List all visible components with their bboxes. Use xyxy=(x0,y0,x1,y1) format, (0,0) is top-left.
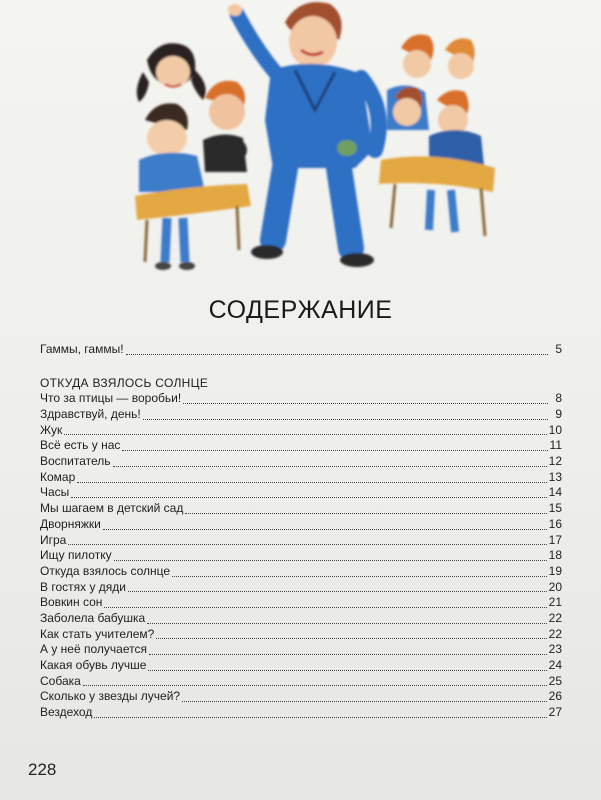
toc-entry[interactable] xyxy=(40,517,562,533)
toc-entry-title: Дворняжки xyxy=(40,516,101,531)
toc-entry-page: 25 xyxy=(548,673,562,688)
toc-entry-title: Собака xyxy=(40,673,81,688)
toc-entry-page: 5 xyxy=(555,341,562,356)
toc-entry-title: Часы xyxy=(40,485,70,500)
toc-entry[interactable] xyxy=(40,580,562,596)
dot-leader xyxy=(103,528,547,530)
toc-entry[interactable] xyxy=(40,438,562,454)
toc-entry[interactable] xyxy=(40,391,562,407)
dot-leader xyxy=(149,653,547,655)
toc-entry[interactable] xyxy=(40,548,562,564)
dot-leader xyxy=(148,669,546,671)
page-number: 228 xyxy=(28,760,57,779)
toc-entry-title: Всё есть у нас xyxy=(40,438,121,453)
toc-entry[interactable] xyxy=(40,423,562,439)
toc-entry-page: 10 xyxy=(548,422,562,437)
toc-entry-title: Жук xyxy=(40,422,63,437)
toc-entry-page: 20 xyxy=(548,579,562,594)
toc-entry-page: 8 xyxy=(555,391,562,406)
toc-entry[interactable] xyxy=(40,705,562,721)
dot-leader xyxy=(113,465,547,467)
dot-leader xyxy=(83,684,547,686)
dot-leader xyxy=(126,353,548,355)
toc-entry-page: 12 xyxy=(548,454,562,469)
dot-leader xyxy=(71,496,546,498)
toc-entry-page: 23 xyxy=(548,642,562,657)
toc-entry-list xyxy=(40,391,562,720)
classroom-illustration xyxy=(125,0,505,285)
toc-entry[interactable] xyxy=(40,689,562,705)
toc-entry-page: 26 xyxy=(548,689,562,704)
dot-leader xyxy=(122,449,547,451)
section-title: ОТКУДА ВЗЯЛОСЬ СОЛНЦЕ xyxy=(40,375,209,390)
toc-entry[interactable] xyxy=(40,342,562,358)
toc-entry[interactable] xyxy=(40,658,562,674)
dot-leader xyxy=(147,622,546,624)
toc-entry-title: Заболела бабушка xyxy=(40,610,146,625)
toc-entry[interactable] xyxy=(40,533,562,549)
toc-entry-page: 18 xyxy=(548,548,562,563)
toc-entry[interactable] xyxy=(40,642,562,658)
left-children-group xyxy=(135,43,251,270)
toc-entry[interactable] xyxy=(40,486,562,502)
contents-heading: СОДЕРЖАНИЕ xyxy=(208,296,393,324)
dot-leader xyxy=(68,543,546,545)
toc-entry-page: 9 xyxy=(555,407,562,422)
section-gap xyxy=(40,358,562,376)
toc-entry-title: Вездеход xyxy=(40,705,93,720)
toc-entry-title: Здравствуй, день! xyxy=(40,407,141,422)
dot-leader xyxy=(77,481,546,483)
dot-leader xyxy=(156,637,546,639)
toc-entry[interactable] xyxy=(40,564,562,580)
toc-entry-page: 19 xyxy=(548,563,562,578)
toc-entry[interactable] xyxy=(40,611,562,627)
dot-leader xyxy=(128,590,547,592)
toc-entry-title: Комар xyxy=(40,469,76,484)
dot-leader xyxy=(172,575,547,577)
toc-entry-page: 22 xyxy=(548,626,562,641)
dot-leader xyxy=(104,606,546,608)
toc-entry-page: 21 xyxy=(548,595,562,610)
toc-entry-title: Мы шагаем в детский сад xyxy=(40,501,184,516)
toc-entry-page: 11 xyxy=(549,438,562,453)
toc-entry-page: 15 xyxy=(548,501,562,516)
toc-entry-title: Гаммы, гаммы! xyxy=(40,341,124,356)
toc-entry-page: 27 xyxy=(548,705,562,720)
toc-entry-title: Сколько у звезды лучей? xyxy=(40,689,181,704)
toc-entry[interactable] xyxy=(40,674,562,690)
dot-leader xyxy=(114,559,547,561)
toc-entry[interactable] xyxy=(40,407,562,423)
toc-entry[interactable] xyxy=(40,595,562,611)
toc-entry-title: Вовкин сон xyxy=(40,595,103,610)
toc-entry-page: 13 xyxy=(548,469,562,484)
dot-leader xyxy=(143,418,548,420)
toc-entry-page: 16 xyxy=(548,516,562,531)
dot-leader xyxy=(182,700,547,702)
toc-entry-title: Воспитатель xyxy=(40,454,111,469)
toc-entry-title: Откуда взялось солнце xyxy=(40,563,171,578)
toc-entry[interactable] xyxy=(40,501,562,517)
toc-entry-title: Игра xyxy=(40,532,67,547)
toc-entry-title: Как стать учителем? xyxy=(40,626,155,641)
toc-entry-title: В гостях у дяди xyxy=(40,579,126,594)
toc-entry-page: 24 xyxy=(548,658,562,673)
table-of-contents xyxy=(40,342,562,721)
toc-entry-page: 22 xyxy=(548,610,562,625)
toc-entry-title: Какая обувь лучше xyxy=(40,658,147,673)
toc-entry-title: А у неё получается xyxy=(40,642,147,657)
toc-entry[interactable] xyxy=(40,470,562,486)
toc-entry-page: 17 xyxy=(548,532,562,547)
right-children-group xyxy=(379,35,495,237)
dot-leader xyxy=(64,433,546,435)
dot-leader xyxy=(94,716,546,718)
dot-leader xyxy=(183,402,548,404)
toc-entry-page: 14 xyxy=(548,485,562,500)
toc-entry-title: Ищу пилотку xyxy=(40,548,112,563)
standing-boy-figure xyxy=(228,2,379,267)
toc-entry[interactable] xyxy=(40,627,562,643)
toc-entry-title: Что за птицы — воробьи! xyxy=(40,391,182,406)
toc-entry[interactable] xyxy=(40,454,562,470)
dot-leader xyxy=(185,512,546,514)
